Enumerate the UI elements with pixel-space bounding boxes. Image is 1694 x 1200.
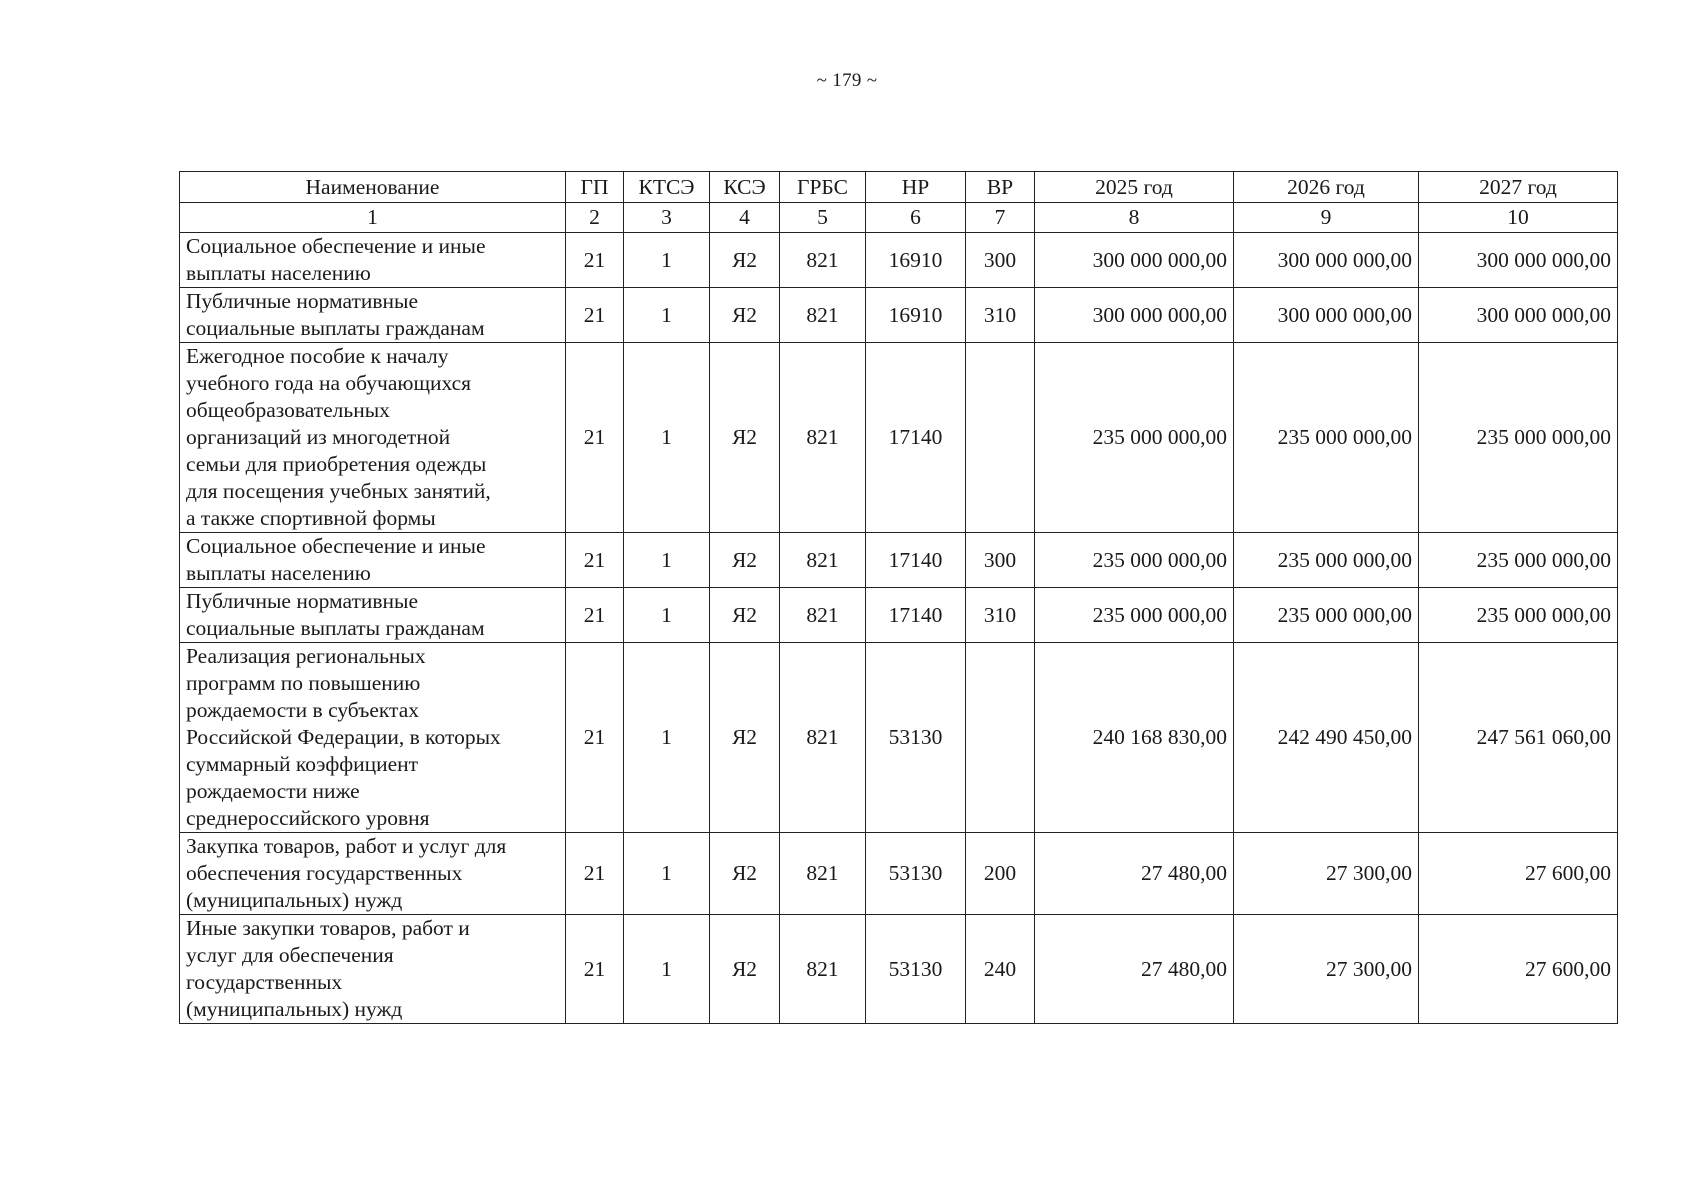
row-nr: 16910 [866, 233, 966, 288]
header-2025: 2025 год [1035, 172, 1234, 203]
row-nr: 53130 [866, 643, 966, 833]
column-number: 4 [710, 203, 780, 233]
row-gp: 21 [566, 915, 624, 1024]
budget-table [179, 171, 1618, 1024]
row-amount-2026: 27 300,00 [1234, 915, 1419, 1024]
row-name: Социальное обеспечение и иные выплаты населению [180, 233, 566, 288]
row-vr: 300 [966, 233, 1035, 288]
row-ktse: 1 [624, 533, 710, 588]
row-amount-2025: 235 000 000,00 [1035, 533, 1234, 588]
row-amount-2026: 235 000 000,00 [1234, 588, 1419, 643]
table-row [180, 833, 1618, 915]
row-amount-2026: 242 490 450,00 [1234, 643, 1419, 833]
header-row [180, 172, 1618, 203]
column-number: 3 [624, 203, 710, 233]
header-ktse: КТСЭ [624, 172, 710, 203]
row-kse: Я2 [710, 643, 780, 833]
row-grbs: 821 [780, 643, 866, 833]
column-number: 5 [780, 203, 866, 233]
row-amount-2025: 235 000 000,00 [1035, 343, 1234, 533]
row-amount-2025: 300 000 000,00 [1035, 288, 1234, 343]
row-nr: 53130 [866, 833, 966, 915]
row-amount-2027: 235 000 000,00 [1419, 533, 1618, 588]
row-amount-2026: 235 000 000,00 [1234, 533, 1419, 588]
row-nr: 53130 [866, 915, 966, 1024]
page-number: ~ 179 ~ [816, 70, 878, 91]
row-grbs: 821 [780, 833, 866, 915]
row-gp: 21 [566, 833, 624, 915]
row-amount-2027: 300 000 000,00 [1419, 233, 1618, 288]
row-kse: Я2 [710, 915, 780, 1024]
row-name: Закупка товаров, работ и услуг для обеспечения государственных (муниципальных) нужд [180, 833, 566, 915]
row-gp: 21 [566, 643, 624, 833]
row-vr: 200 [966, 833, 1035, 915]
column-number: 1 [180, 203, 566, 233]
table-row [180, 288, 1618, 343]
row-name: Социальное обеспечение и иные выплаты населению [180, 533, 566, 588]
row-kse: Я2 [710, 233, 780, 288]
row-kse: Я2 [710, 288, 780, 343]
row-name: Иные закупки товаров, работ и услуг для обеспечения государственных (муниципальных) нужд [180, 915, 566, 1024]
header-kse: КСЭ [710, 172, 780, 203]
header-2026: 2026 год [1234, 172, 1419, 203]
row-amount-2027: 27 600,00 [1419, 915, 1618, 1024]
row-ktse: 1 [624, 915, 710, 1024]
column-number: 7 [966, 203, 1035, 233]
header-name: Наименование [180, 172, 566, 203]
header-grbs: ГРБС [780, 172, 866, 203]
row-ktse: 1 [624, 588, 710, 643]
column-number: 8 [1035, 203, 1234, 233]
row-name: Ежегодное пособие к началу учебного года на обучающихся общеобразовательных организаций из многодетной семьи для приобретения одежды для посещения учебных занятий, а также спортивной формы [180, 343, 566, 533]
table-row [180, 233, 1618, 288]
row-nr: 17140 [866, 588, 966, 643]
row-nr: 17140 [866, 533, 966, 588]
row-vr: 300 [966, 533, 1035, 588]
row-ktse: 1 [624, 643, 710, 833]
row-amount-2025: 235 000 000,00 [1035, 588, 1234, 643]
row-kse: Я2 [710, 588, 780, 643]
row-ktse: 1 [624, 833, 710, 915]
column-number: 10 [1419, 203, 1618, 233]
row-nr: 16910 [866, 288, 966, 343]
header-vr: ВР [966, 172, 1035, 203]
column-number: 9 [1234, 203, 1419, 233]
row-vr [966, 643, 1035, 833]
row-amount-2025: 300 000 000,00 [1035, 233, 1234, 288]
row-gp: 21 [566, 343, 624, 533]
row-amount-2026: 27 300,00 [1234, 833, 1419, 915]
row-kse: Я2 [710, 833, 780, 915]
column-number: 6 [866, 203, 966, 233]
row-ktse: 1 [624, 233, 710, 288]
row-amount-2027: 247 561 060,00 [1419, 643, 1618, 833]
table-row [180, 915, 1618, 1024]
row-ktse: 1 [624, 343, 710, 533]
row-amount-2026: 300 000 000,00 [1234, 233, 1419, 288]
row-grbs: 821 [780, 533, 866, 588]
table-row [180, 643, 1618, 833]
column-number: 2 [566, 203, 624, 233]
row-amount-2027: 235 000 000,00 [1419, 588, 1618, 643]
header-gp: ГП [566, 172, 624, 203]
row-grbs: 821 [780, 588, 866, 643]
row-grbs: 821 [780, 915, 866, 1024]
header-2027: 2027 год [1419, 172, 1618, 203]
row-gp: 21 [566, 288, 624, 343]
row-grbs: 821 [780, 288, 866, 343]
row-gp: 21 [566, 233, 624, 288]
row-gp: 21 [566, 533, 624, 588]
table-row [180, 533, 1618, 588]
row-gp: 21 [566, 588, 624, 643]
row-amount-2027: 235 000 000,00 [1419, 343, 1618, 533]
row-amount-2025: 27 480,00 [1035, 833, 1234, 915]
row-grbs: 821 [780, 343, 866, 533]
row-ktse: 1 [624, 288, 710, 343]
row-grbs: 821 [780, 233, 866, 288]
table-row [180, 343, 1618, 533]
row-vr: 310 [966, 288, 1035, 343]
column-number-row [180, 203, 1618, 233]
header-nr: НР [866, 172, 966, 203]
table-row [180, 588, 1618, 643]
row-amount-2026: 300 000 000,00 [1234, 288, 1419, 343]
row-amount-2027: 27 600,00 [1419, 833, 1618, 915]
row-vr: 240 [966, 915, 1035, 1024]
row-vr [966, 343, 1035, 533]
row-amount-2025: 27 480,00 [1035, 915, 1234, 1024]
row-kse: Я2 [710, 343, 780, 533]
row-name: Публичные нормативные социальные выплаты гражданам [180, 288, 566, 343]
row-amount-2027: 300 000 000,00 [1419, 288, 1618, 343]
row-amount-2025: 240 168 830,00 [1035, 643, 1234, 833]
row-name: Публичные нормативные социальные выплаты гражданам [180, 588, 566, 643]
row-name: Реализация региональных программ по повышению рождаемости в субъектах Российской Федерации, в которых суммарный коэффициент рождаемости ниже среднероссийского уровня [180, 643, 566, 833]
row-vr: 310 [966, 588, 1035, 643]
row-nr: 17140 [866, 343, 966, 533]
row-kse: Я2 [710, 533, 780, 588]
row-amount-2026: 235 000 000,00 [1234, 343, 1419, 533]
